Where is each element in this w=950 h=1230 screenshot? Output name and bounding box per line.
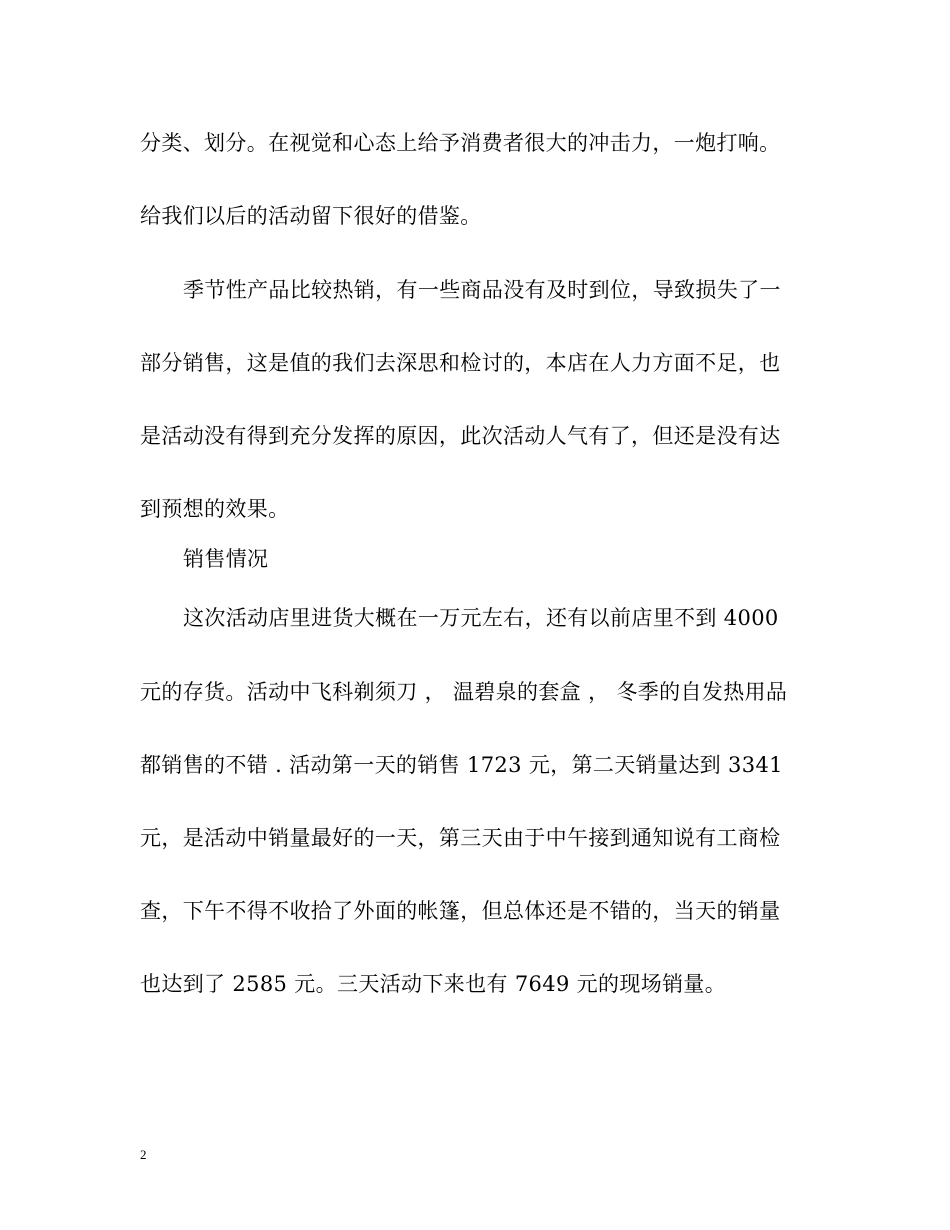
text-line: 元，是活动中销量最好的一天，第三天由于中午接到通知说有工商检 bbox=[140, 826, 781, 850]
text-line: 部分销售，这是值的我们去深思和检讨的，本店在人力方面不足，也 bbox=[140, 351, 781, 375]
paragraph-start-line: 这次活动店里进货大概在一万元左右，还有以前店里不到 4000 bbox=[183, 606, 779, 630]
section-heading: 销售情况 bbox=[183, 547, 269, 571]
text-line: 分类、划分。在视觉和心态上给予消费者很大的冲击力，一炮打响。 bbox=[140, 131, 781, 155]
text-line: 给我们以后的活动留下很好的借鉴。 bbox=[140, 204, 482, 228]
page-number: 2 bbox=[140, 1147, 147, 1162]
text-line: 到预想的效果。 bbox=[140, 497, 290, 521]
paragraph-start-line: 季节性产品比较热销，有一些商品没有及时到位，导致损失了一 bbox=[183, 278, 781, 302]
text-line: 元的存货。活动中飞科剃须刀 ， 温碧泉的套盒 ， 冬季的自发热用品 bbox=[140, 680, 788, 704]
text-line: 都销售的不错 . 活动第一天的销售 1723 元，第二天销量达到 3341 bbox=[140, 753, 783, 777]
text-line: 也达到了 2585 元。三天活动下来也有 7649 元的现场销量。 bbox=[140, 972, 727, 996]
text-line: 查，下午不得不收拾了外面的帐篷，但总体还是不错的，当天的销量 bbox=[140, 899, 781, 923]
text-line: 是活动没有得到充分发挥的原因，此次活动人气有了，但还是没有达 bbox=[140, 424, 781, 448]
